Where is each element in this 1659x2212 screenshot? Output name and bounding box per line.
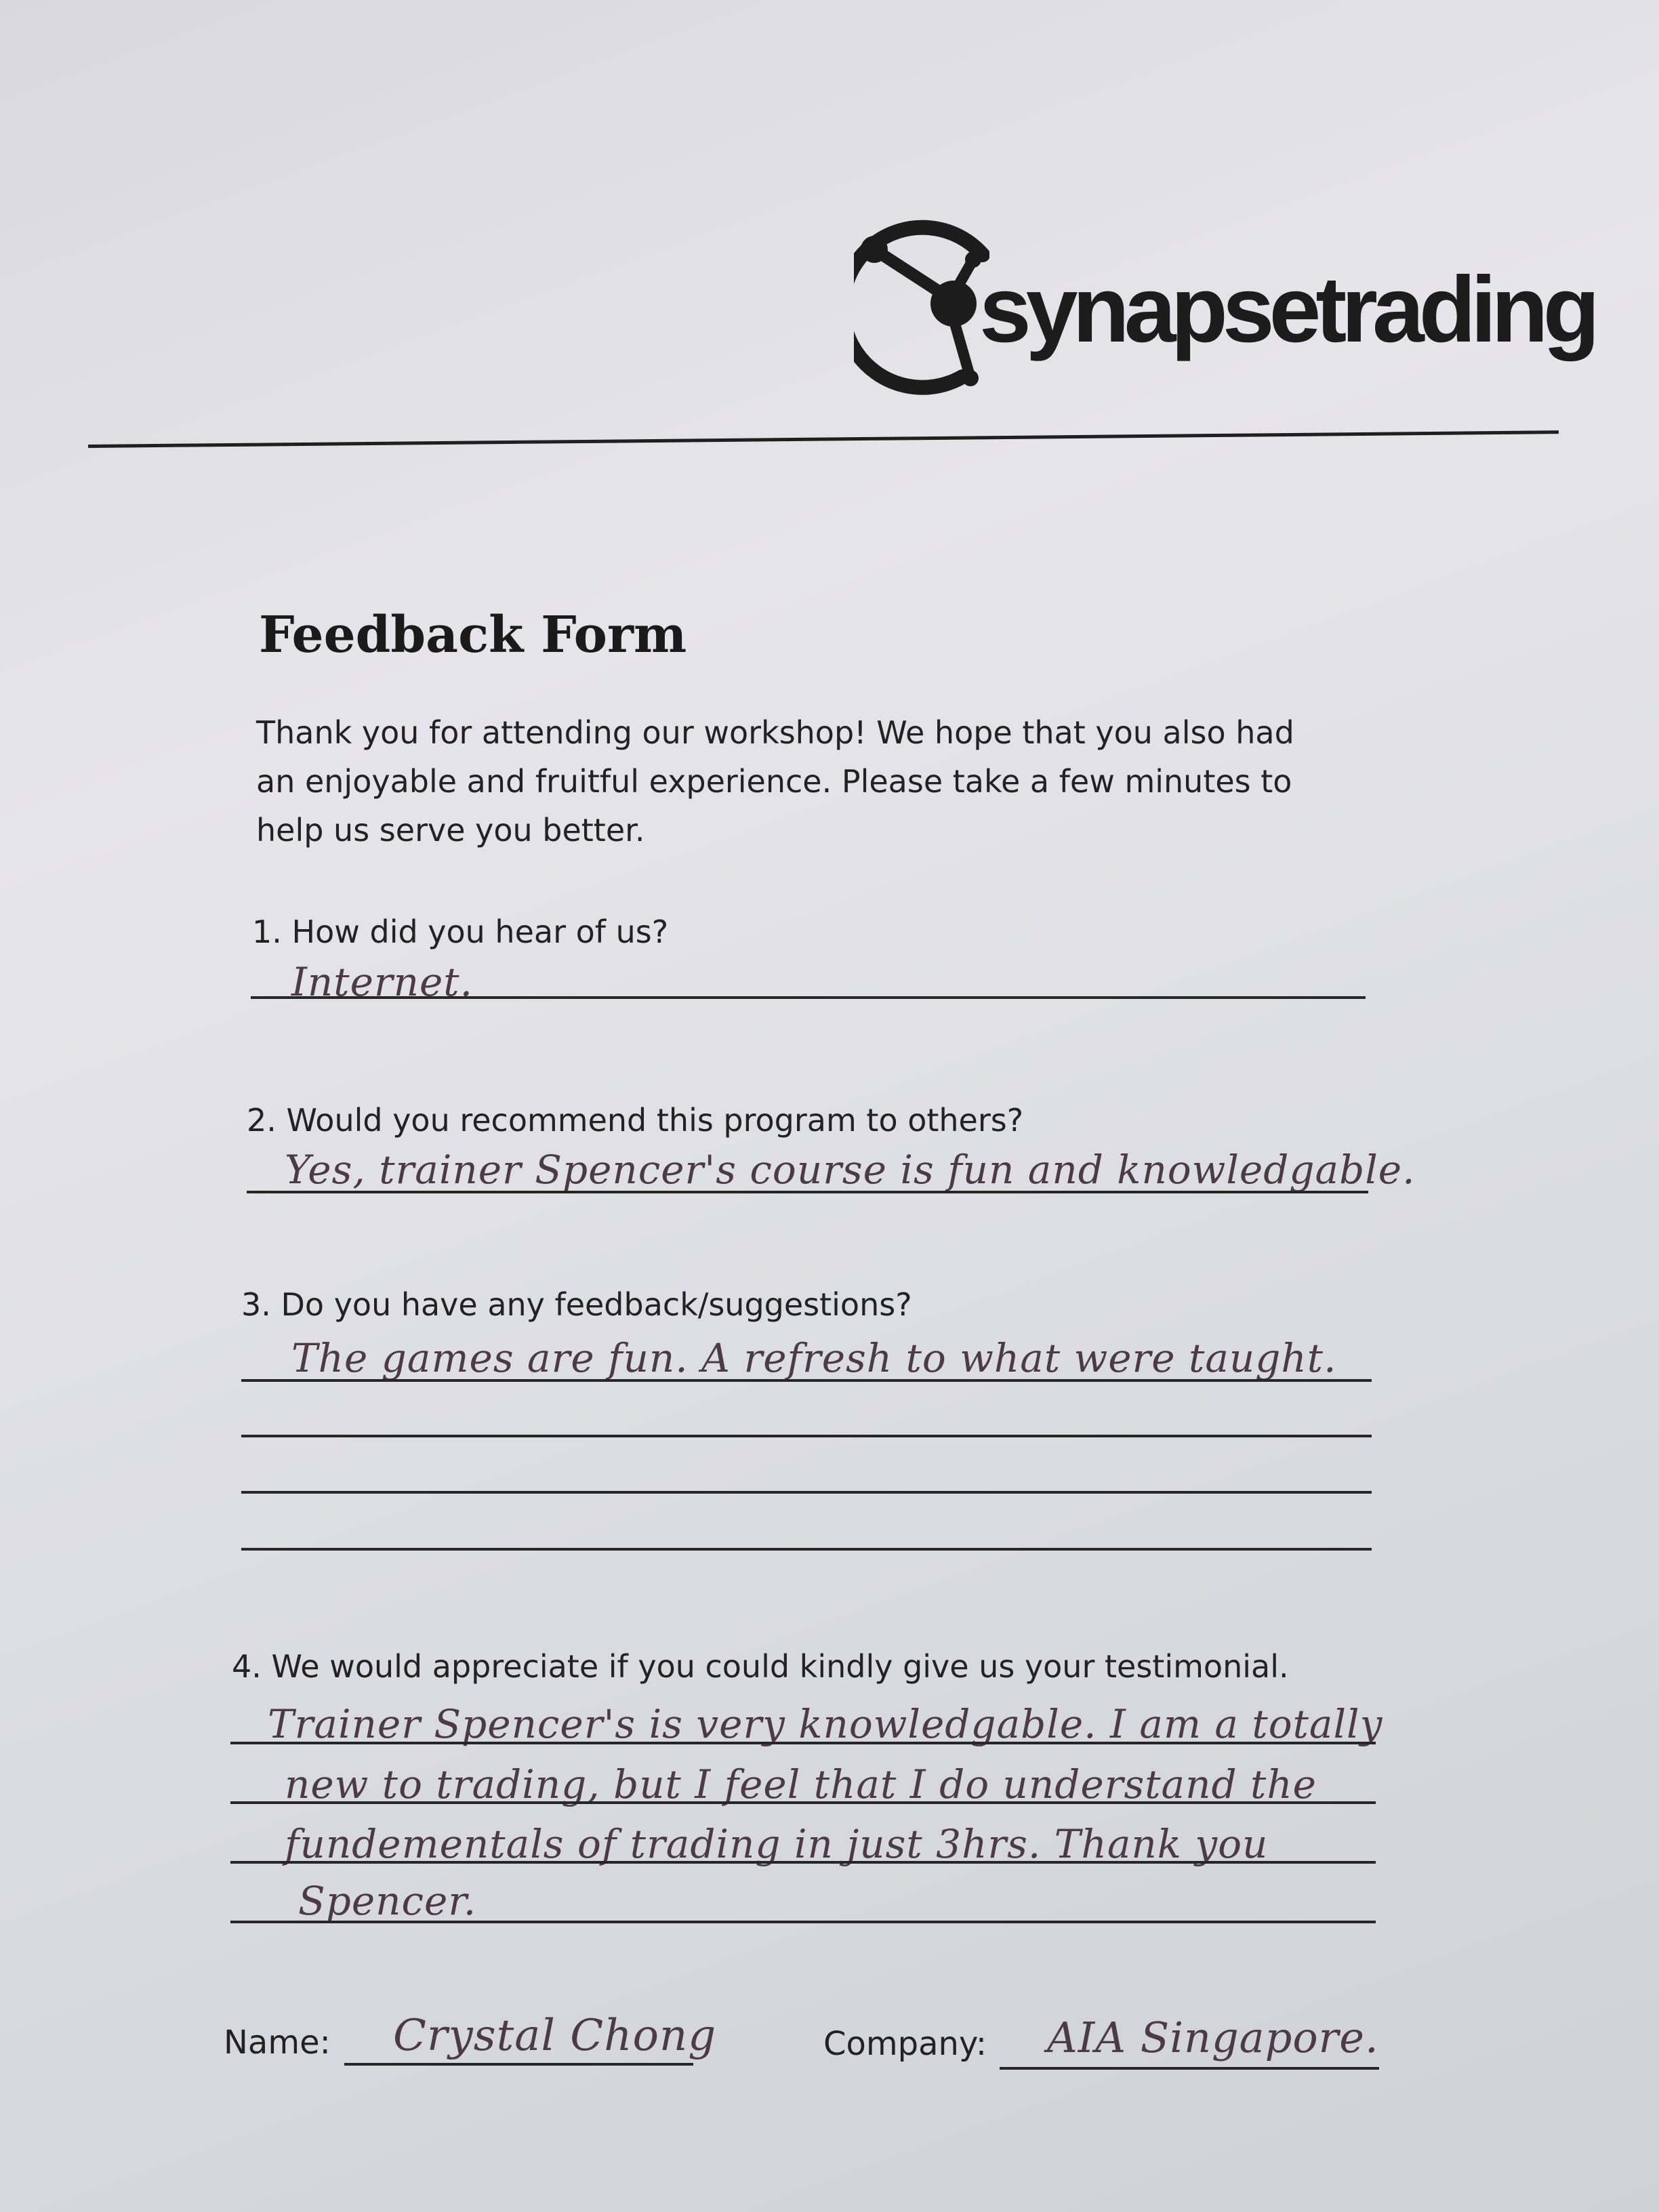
question-4-answer-line[interactable]: Spencer. (298, 1878, 477, 1924)
question-4-label: 4. We would appreciate if you could kindly give us your testimonial. (232, 1648, 1289, 1685)
name-label: Name: (224, 2024, 331, 2062)
company-label: Company: (823, 2025, 987, 2063)
answer-line (241, 1491, 1372, 1494)
question-4-answer-line[interactable]: fundementals of trading in just 3hrs. Thank you (285, 1821, 1269, 1867)
answer-line (251, 996, 1366, 999)
question-1-answer[interactable]: Internet. (291, 959, 474, 1005)
answer-line (230, 1801, 1376, 1804)
question-2-answer[interactable]: Yes, trainer Spencer's course is fun and knowledgable. (285, 1147, 1416, 1193)
logo-mark-icon (854, 216, 989, 398)
intro-line: an enjoyable and fruitful experience. Please take a few minutes to (256, 763, 1292, 800)
answer-line (230, 1861, 1376, 1864)
company-line (1000, 2067, 1379, 2070)
question-4-answer-line[interactable]: new to trading, but I feel that I do understand the (285, 1761, 1317, 1807)
intro-paragraph (256, 708, 1368, 855)
question-2-label: 2. Would you recommend this program to others? (247, 1102, 1024, 1139)
answer-line (241, 1435, 1372, 1437)
company-value[interactable]: AIA Singapore. (1047, 2013, 1379, 2062)
header-divider (88, 430, 1559, 448)
question-1-label: 1. How did you hear of us? (252, 914, 669, 950)
form-title: Feedback Form (259, 606, 687, 664)
intro-line: Thank you for attending our workshop! We hope that you also had (256, 714, 1294, 751)
intro-line: help us serve you better. (256, 812, 645, 848)
question-4-answer-line[interactable]: Trainer Spencer's is very knowledgable. I am a totally (268, 1701, 1383, 1747)
name-value[interactable]: Crystal Chong (393, 2011, 717, 2061)
logo-wordmark: synapsetrading (979, 258, 1595, 362)
answer-line (230, 1921, 1376, 1923)
synapsetrading-logo (854, 216, 1595, 398)
answer-line (247, 1191, 1368, 1193)
name-line (344, 2063, 693, 2066)
answer-line (241, 1548, 1372, 1551)
answer-line (230, 1742, 1376, 1744)
answer-line (241, 1379, 1372, 1382)
question-3-label: 3. Do you have any feedback/suggestions? (241, 1286, 912, 1323)
question-3-answer[interactable]: The games are fun. A refresh to what were taught. (291, 1335, 1337, 1381)
